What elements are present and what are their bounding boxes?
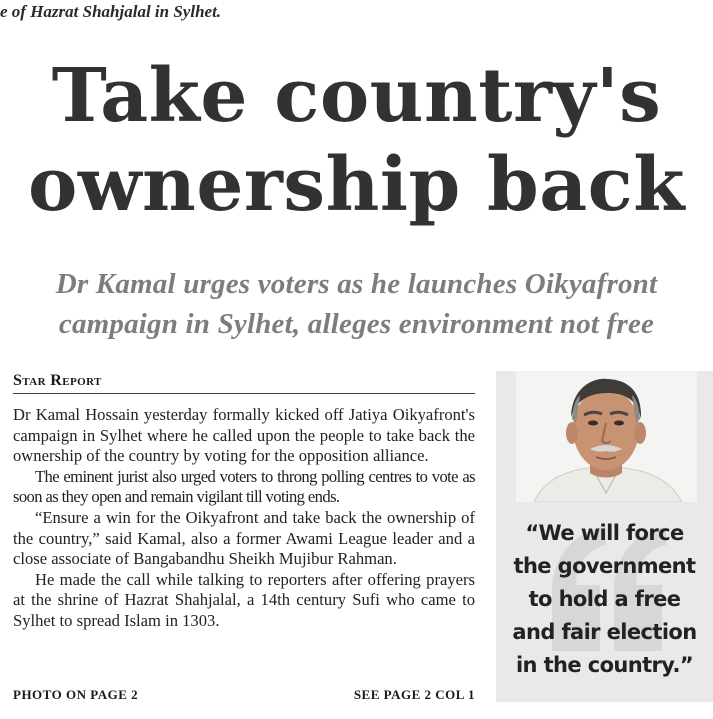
headline [0, 52, 713, 230]
sidebar-box [496, 371, 713, 702]
previous-article-caption-text: e of Hazrat Shahjalal in Sylhet. [0, 2, 222, 21]
deck-line-1: Dr Kamal urges voters as he launches Oikyafront [55, 268, 658, 300]
story-paragraph-1: Dr Kamal Hossain yesterday formally kicked off Jatiya Oikyafront's campaign in Sylhet where he called upon the people to take back the ownership of the country by voting for the opposition alliance. [13, 405, 475, 466]
pull-quote: “We will force the government to hold a free and fair election in the country.” [512, 521, 697, 677]
headline-line-1: Take country's [51, 53, 662, 139]
deck-subheadline [0, 264, 713, 344]
photo-reference: PHOTO ON PAGE 2 [13, 687, 139, 702]
headline-line-2: ownership back [27, 142, 686, 228]
story-paragraph-2: The eminent jurist also urged voters to throng polling centres to vote as soon as they open and remain vigilant till voting ends. [13, 466, 475, 507]
previous-article-caption [0, 0, 713, 26]
story-paragraph-3: “Ensure a win for the Oikyafront and take back the ownership of the country,” said Kamal, also a former Awami League leader and a close associate of Bangabandhu Sheikh Mujibur Rahman. [13, 507, 475, 569]
portrait-illustration [516, 371, 697, 502]
story-body [13, 405, 475, 632]
byline: Star Report [13, 372, 475, 394]
deck-line-2: campaign in Sylhet, alleges environment not free [58, 308, 655, 340]
portrait-photo [516, 371, 697, 502]
jump-line: SEE PAGE 2 COL 1 [353, 687, 475, 702]
story-paragraph-4: He made the call while talking to reporters after offering prayers at the shrine of Hazrat Shahjalal, a 14th century Sufi who came to Sylhet to spread Islam in 1303. [13, 569, 475, 630]
